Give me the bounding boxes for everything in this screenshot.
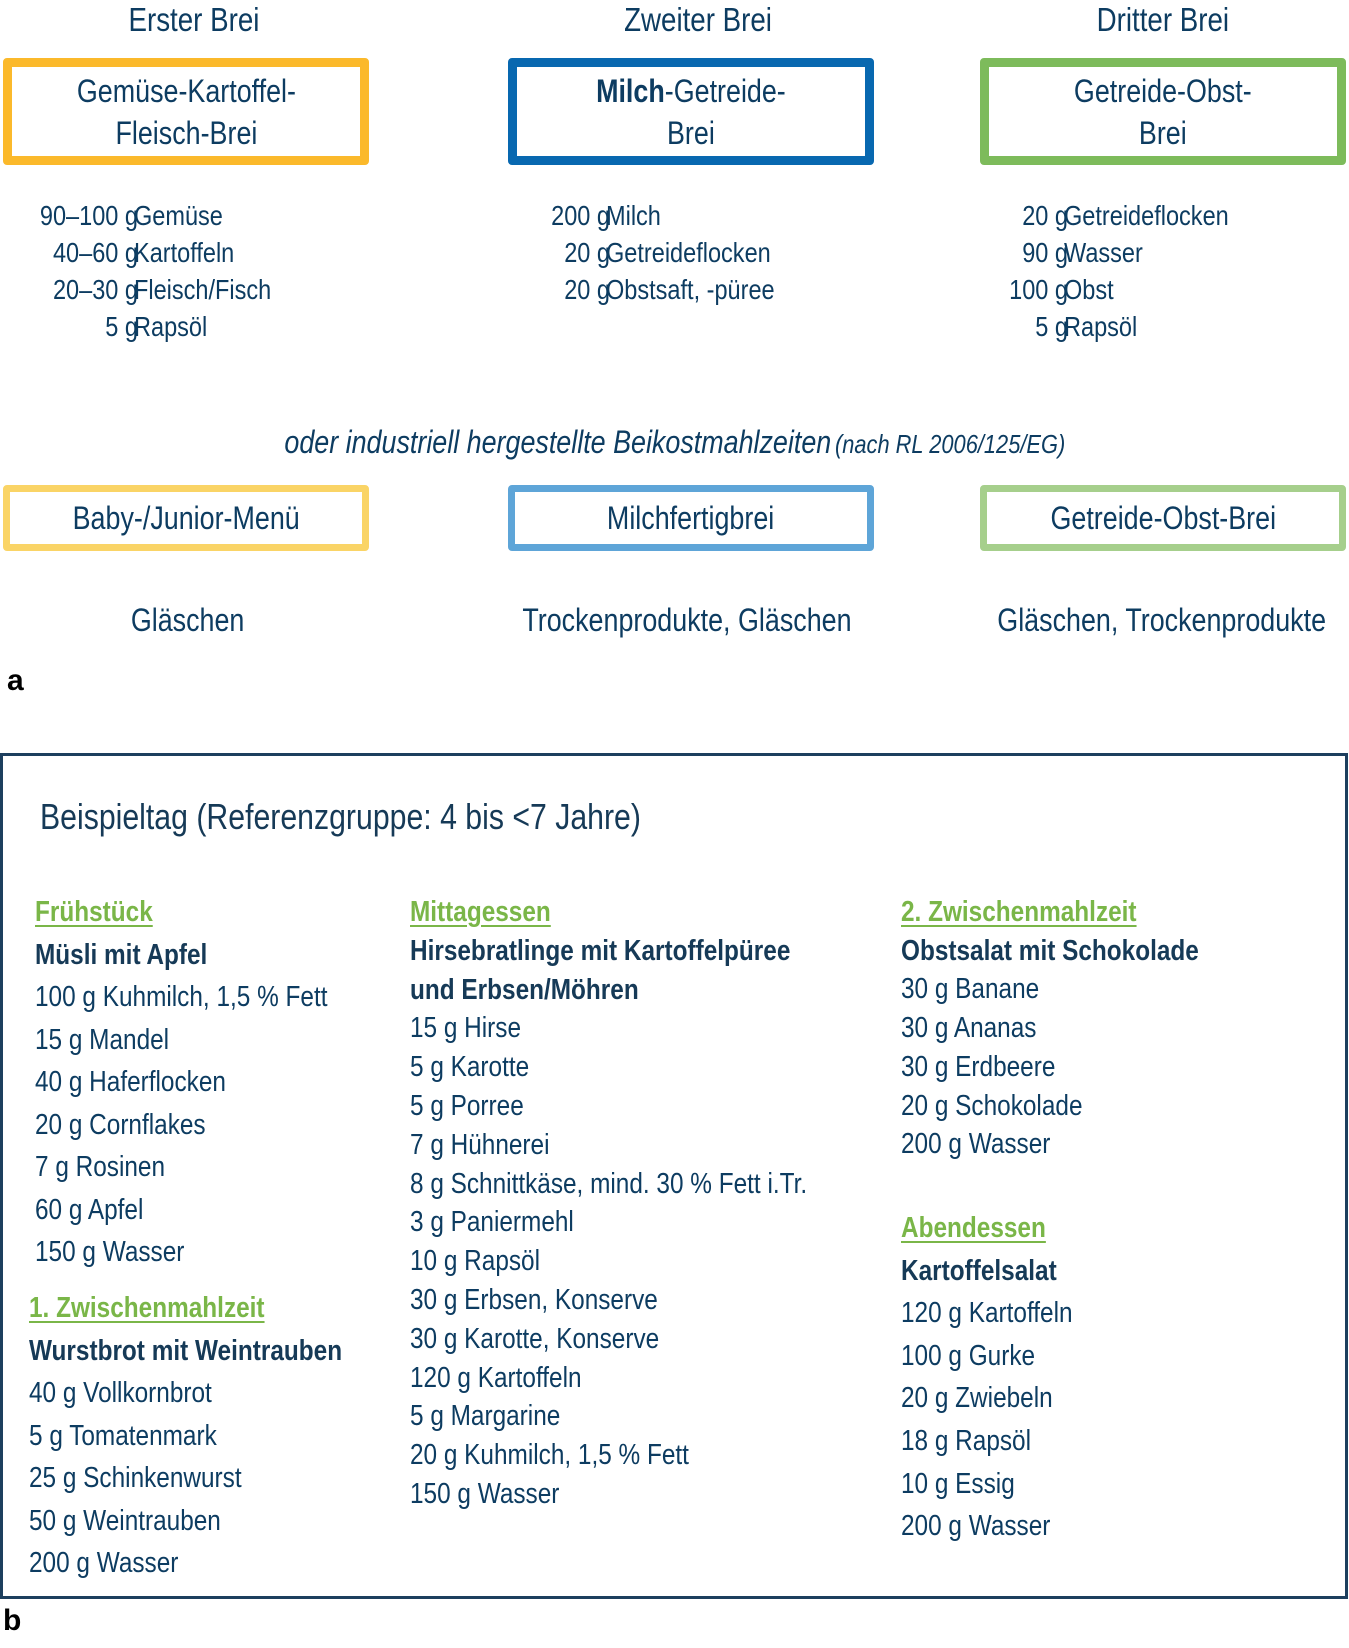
list-item: 20 g Kuhmilch, 1,5 % Fett [410,1439,689,1472]
list-item: 120 g Kartoffeln [901,1297,1073,1330]
dish-name: Müsli mit Apfel [35,938,208,971]
list-item: 100 g Gurke [901,1339,1036,1372]
box-text-line2: Brei [667,114,715,151]
industrial-note-text: oder industriell hergestellte Beikostmahlzeiten [284,424,831,460]
ingredient: Gemüse [134,200,223,231]
list-item: 50 g Weintrauben [29,1504,221,1537]
section-heading: Frühstück [35,896,153,928]
amount: 20 g [1022,200,1068,231]
dish-name: Hirsebratlinge mit Kartoffelpüree [410,934,791,967]
section-fruehstueck [35,891,383,1274]
dish-name: Obstsalat mit Schokolade [901,934,1199,967]
column-title-zweiter-brei: Zweiter Brei [624,1,772,38]
ingredient: Rapsöl [1064,311,1138,342]
box-text-line2: Brei [1139,114,1187,151]
dish-name: Kartoffelsalat [901,1254,1057,1287]
list-item: 30 g Erdbeere [901,1050,1056,1083]
example-day-title: Beispieltag (Referenzgruppe: 4 bis <7 Jahre) [40,796,641,837]
list-item: 15 g Mandel [35,1023,170,1056]
section-mittagessen [410,893,883,1514]
ingredient: Wasser [1064,237,1143,268]
ingredient-row [0,271,1260,308]
list-item: 7 g Rosinen [35,1151,166,1183]
box-text-line1: Getreide-Obst- [1074,72,1252,109]
form-trockenprodukte-glaeschen: Trockenprodukte, Gläschen [522,602,852,638]
ingredient: Kartoffeln [134,237,235,268]
box-getreide-obst-brei [980,58,1346,165]
amount: 40–60 g [52,237,138,268]
amount: 90–100 g [39,200,138,231]
ingredient: Fleisch/Fisch [134,274,272,305]
box-milch-getreide-brei [508,58,874,165]
ingredient: Milch [606,200,661,231]
form-glaeschen-trockenprodukte: Gläschen, Trockenprodukte [997,602,1327,638]
box-baby-junior-menue: Baby-/Junior-Menü [3,485,369,551]
list-item: 5 g Porree [410,1089,524,1122]
box-getreide-obst-brei-industriell: Getreide-Obst-Brei [980,485,1346,551]
column-title-dritter-brei: Dritter Brei [1096,1,1230,38]
ingredient: Obstsaft, -püree [606,274,775,305]
section-1-zwischenmahlzeit [29,1287,402,1585]
section-heading: Abendessen [901,1212,1046,1244]
dish-name: Wurstbrot mit Weintrauben [29,1334,343,1367]
industrial-note-ref: (nach RL 2006/125/EG) [834,429,1065,459]
ingredient: Getreideflocken [1064,200,1229,231]
list-item: 18 g Rapsöl [901,1424,1032,1457]
box-text-bold: Milch [596,72,665,109]
list-item: 60 g Apfel [35,1193,144,1226]
list-item: 15 g Hirse [410,1012,522,1045]
panel-label-b: b [3,1604,22,1637]
ingredient-row [0,234,1260,271]
list-item: 10 g Rapsöl [410,1245,541,1278]
section-heading: 2. Zwischenmahlzeit [901,896,1137,928]
list-item: 200 g Wasser [901,1510,1051,1543]
list-item: 25 g Schinkenwurst [29,1462,242,1494]
list-item: 40 g Vollkornbrot [29,1377,212,1409]
box-text-line1: Gemüse-Kartoffel- [76,72,296,109]
list-item: 30 g Erbsen, Konserve [410,1283,658,1316]
list-item: 30 g Ananas [901,1012,1037,1045]
list-item: 8 g Schnittkäse, mind. 30 % Fett i.Tr. [410,1167,808,1200]
list-item: 20 g Cornflakes [35,1108,206,1141]
list-item: 10 g Essig [901,1467,1015,1500]
list-item: 100 g Kuhmilch, 1,5 % Fett [35,981,328,1013]
section-abendessen [901,1207,1105,1548]
section-2-zwischenmahlzeit [901,893,1256,1164]
list-item: 200 g Wasser [29,1547,179,1579]
list-item: 150 g Wasser [35,1236,185,1268]
box-text-line1: -Getreide- [664,72,786,109]
list-item: 30 g Karotte, Konserve [410,1322,660,1355]
list-item: 20 g Zwiebeln [901,1382,1053,1415]
amount: 5 g [1035,311,1068,342]
section-heading: 1. Zwischenmahlzeit [29,1292,265,1324]
list-item: 7 g Hühnerei [410,1128,550,1161]
list-item: 20 g Schokolade [901,1089,1083,1122]
list-item: 5 g Margarine [410,1400,561,1433]
ingredient: Getreideflocken [606,237,771,268]
column-title-erster-brei: Erster Brei [128,1,260,38]
dish-name: und Erbsen/Möhren [410,973,639,1006]
box-text-line2: Fleisch-Brei [115,114,257,151]
panel-label-a: a [7,664,24,697]
section-heading: Mittagessen [410,896,551,928]
amount: 90 g [1022,237,1068,268]
list-item: 150 g Wasser [410,1477,560,1510]
box-gemuese-kartoffel-fleisch-brei [3,58,369,165]
ingredient: Obst [1064,274,1114,305]
amount: 100 g [1009,274,1068,305]
ingredient-row [0,308,1260,345]
list-item: 30 g Banane [901,973,1040,1006]
amount: 200 g [551,200,610,231]
amount: 5 g [105,311,138,342]
amount: 20–30 g [52,274,138,305]
list-item: 5 g Karotte [410,1051,530,1084]
box-milchfertigbrei: Milchfertigbrei [508,485,874,551]
amount: 20 g [564,237,610,268]
amount: 20 g [564,274,610,305]
list-item: 200 g Wasser [901,1128,1051,1161]
ingredients-dritter-brei [0,197,1260,345]
list-item: 40 g Haferflocken [35,1066,226,1098]
form-gläschen: Gläschen [131,602,245,638]
list-item: 5 g Tomatenmark [29,1419,217,1452]
list-item: 120 g Kartoffeln [410,1361,582,1394]
ingredient: Rapsöl [134,311,208,342]
list-item: 3 g Paniermehl [410,1206,574,1239]
ingredient-row [0,197,1260,234]
industrial-note [0,424,1349,461]
